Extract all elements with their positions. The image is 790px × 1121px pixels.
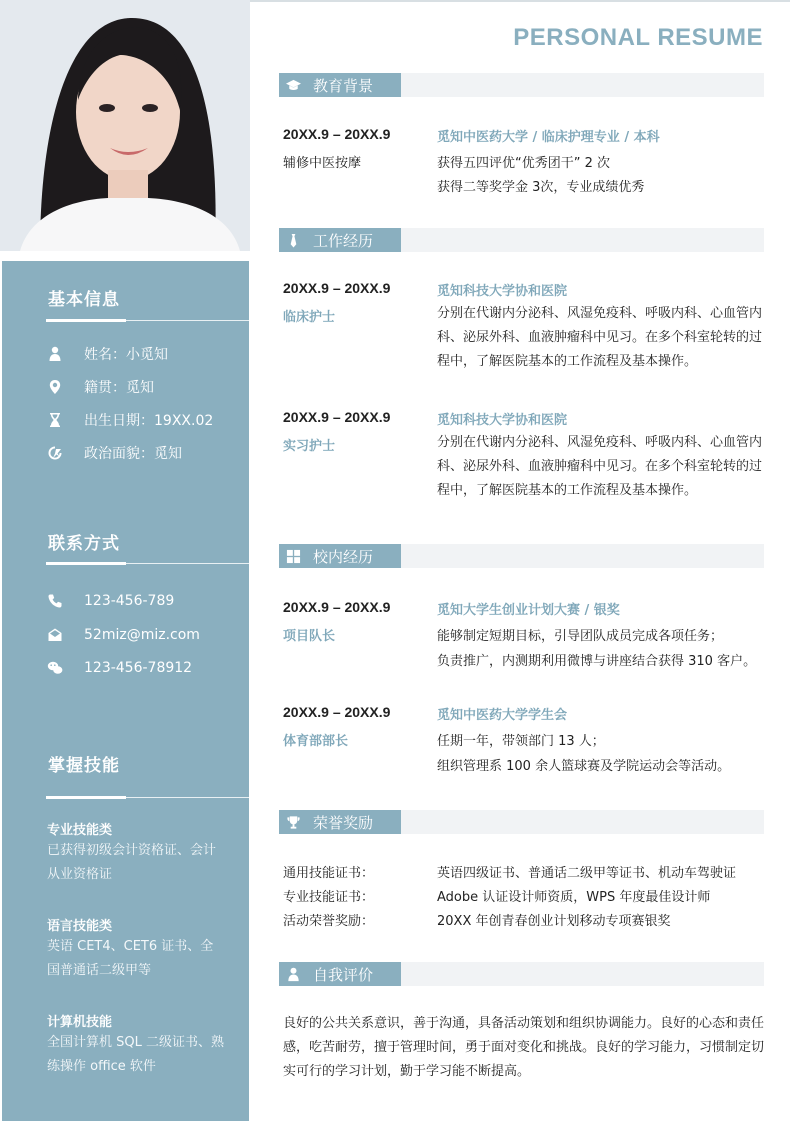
section-honors — [279, 810, 764, 834]
contact-phone-text: 123-456-789 — [84, 593, 175, 609]
section-campus — [279, 544, 764, 568]
windows-grid-icon — [286, 549, 301, 564]
basic-info-politics — [46, 443, 182, 463]
basic-info-politics-text: 政治面貌：觅知 — [84, 446, 182, 462]
contact-title: 联系方式 — [48, 534, 120, 554]
section-tag — [279, 73, 401, 97]
wechat-icon — [46, 659, 64, 677]
basic-info-title: 基本信息 — [48, 290, 120, 310]
skill-heading: 计算机技能 — [47, 1015, 113, 1030]
honor-label: 活动荣誉奖励： — [283, 914, 375, 929]
skill-text: 全国计算机 SQL 二级证书、熟练操作 office 软件 — [47, 1035, 224, 1074]
skill-text: 英语 CET4、CET6 证书、全国普通话二级甲等 — [47, 939, 214, 978]
honor-label: 专业技能证书： — [283, 890, 375, 905]
work-org: 觅知科技大学协和医院 — [437, 413, 568, 428]
basic-info-name-text: 姓名：小觅知 — [84, 347, 168, 363]
self-eval-text: 良好的公共关系意识，善于沟通，具备活动策划和组织协调能力。良好的心态和责任感，吃苦耐劳，擅于管理时间，勇于面对变化和挑战。良好的学习能力，习惯制定切实可行的学习计划，勤于学习能不断提高。 — [283, 1016, 765, 1079]
graduation-cap-icon — [286, 78, 301, 93]
person-icon — [286, 967, 301, 982]
skills-divider — [46, 797, 249, 798]
tie-icon — [286, 233, 301, 248]
campus-date: 20XX.9 – 20XX.9 — [283, 704, 391, 720]
honor-value: Adobe 认证设计师资质，WPS 年度最佳设计师 — [437, 890, 711, 905]
campus-detail: 能够制定短期目标，引导团队成员完成各项任务； — [437, 629, 724, 644]
party-badge-icon — [46, 444, 64, 462]
contact-divider — [46, 563, 249, 564]
contact-email — [46, 626, 200, 644]
education-date: 20XX.9 – 20XX.9 — [283, 126, 391, 142]
top-border — [250, 0, 790, 2]
skill-heading: 语言技能类 — [47, 919, 113, 934]
contact-wechat-text: 123-456-78912 — [84, 660, 193, 676]
skill-heading: 专业技能类 — [47, 823, 113, 838]
sidebar — [2, 261, 249, 1121]
section-tag — [279, 962, 401, 986]
honor-value: 20XX 年创青春创业计划移动专项赛银奖 — [437, 914, 671, 929]
section-title: 教育背景 — [313, 76, 374, 95]
work-role: 临床护士 — [283, 310, 336, 325]
basic-info-name — [46, 344, 168, 364]
work-org: 觅知科技大学协和医院 — [437, 284, 568, 299]
section-title: 工作经历 — [313, 231, 374, 250]
campus-detail: 任期一年，带领部门 13 人； — [437, 734, 605, 749]
location-pin-icon — [46, 378, 64, 396]
section-tag — [279, 228, 401, 252]
honor-label: 通用技能证书： — [283, 866, 375, 881]
honor-value: 英语四级证书、普通话二级甲等证书、机动车驾驶证 — [437, 866, 737, 881]
phone-icon — [46, 592, 64, 610]
campus-date: 20XX.9 – 20XX.9 — [283, 599, 391, 615]
section-title: 自我评价 — [313, 965, 374, 984]
email-icon — [46, 626, 64, 644]
campus-detail: 负责推广，内测期利用微博与讲座结合获得 310 客户。 — [437, 654, 757, 669]
person-icon — [46, 345, 64, 363]
basic-info-hometown — [46, 377, 154, 397]
section-title: 荣誉奖励 — [313, 813, 374, 832]
campus-org: 觅知中医药大学学生会 — [437, 708, 568, 723]
work-date: 20XX.9 – 20XX.9 — [283, 280, 391, 296]
basic-info-birth — [46, 410, 213, 430]
campus-detail: 组织管理系 100 余人篮球赛及学院运动会等活动。 — [437, 759, 731, 774]
section-tag — [279, 544, 401, 568]
section-tag — [279, 810, 401, 834]
profile-photo — [0, 0, 250, 251]
contact-wechat — [46, 659, 192, 677]
work-desc: 分别在代谢内分泌科、风湿免疫科、呼吸内科、心血管内科、泌尿外科、血液肿瘤科中见习。在多个科室轮转的过程中，了解医院基本的工作流程及基本操作。 — [437, 306, 763, 369]
trophy-icon — [286, 815, 301, 830]
section-work — [279, 228, 764, 252]
work-role: 实习护士 — [283, 439, 336, 454]
contact-phone — [46, 592, 174, 610]
portrait-image — [0, 0, 250, 251]
contact-email-text[interactable]: 52miz@miz.com — [84, 627, 200, 643]
section-self-eval — [279, 962, 764, 986]
education-detail: 获得二等奖学金 3次，专业成绩优秀 — [437, 180, 645, 195]
skill-text: 已获得初级会计资格证、会计从业资格证 — [47, 843, 217, 882]
campus-role: 项目队长 — [283, 629, 336, 644]
education-detail: 获得五四评优“优秀团干” 2 次 — [437, 156, 611, 171]
hourglass-icon — [46, 411, 64, 429]
basic-info-hometown-text: 籍贯：觅知 — [84, 380, 154, 396]
basic-info-divider — [46, 320, 249, 321]
education-minor: 辅修中医按摩 — [283, 156, 362, 171]
basic-info-birth-text: 出生日期：19XX.02 — [84, 413, 214, 429]
work-desc: 分别在代谢内分泌科、风湿免疫科、呼吸内科、心血管内科、泌尿外科、血液肿瘤科中见习。在多个科室轮转的过程中，了解医院基本的工作流程及基本操作。 — [437, 435, 763, 498]
campus-org: 觅知大学生创业计划大赛 / 银奖 — [437, 603, 620, 618]
campus-role: 体育部部长 — [283, 734, 349, 749]
section-education — [279, 73, 764, 97]
section-title: 校内经历 — [313, 547, 374, 566]
work-date: 20XX.9 – 20XX.9 — [283, 409, 391, 425]
skills-title: 掌握技能 — [48, 756, 120, 776]
education-school: 觅知中医药大学 / 临床护理专业 / 本科 — [437, 130, 660, 145]
page-title: PERSONAL RESUME — [513, 24, 763, 51]
